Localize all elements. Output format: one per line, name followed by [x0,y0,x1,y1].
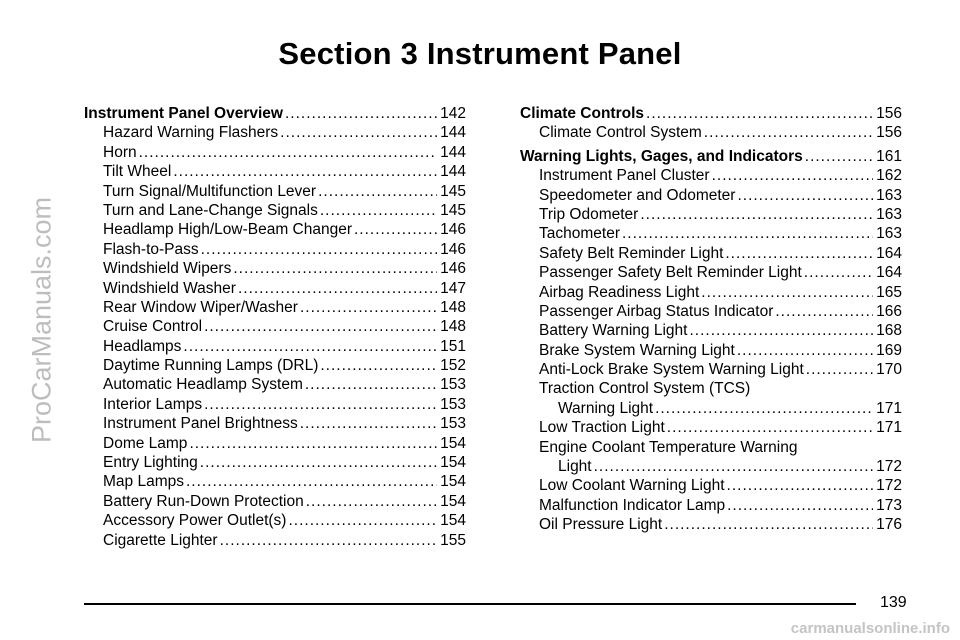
toc-entry-label: Dome Lamp [103,434,188,452]
toc-entry-label: Passenger Airbag Status Indicator [539,302,774,320]
toc-entry-label: Trip Odometer [539,205,639,223]
toc-entry-label: Flash-to-Pass [103,240,199,258]
toc-entry-page: 144 [440,163,466,181]
toc-entry-label: Battery Run-Down Protection [103,492,304,510]
toc-entry-page: 172 [876,477,902,495]
toc-entry-label: Rear Window Wiper/Washer [103,298,298,316]
dot-leader [320,356,437,375]
toc-entry-page: 148 [440,298,466,316]
dot-leader [354,220,437,239]
toc-entry-label: Headlamps [103,337,182,355]
toc-entry-page: 164 [876,244,902,262]
toc-entry-label: Low Traction Light [539,419,665,437]
toc-entry [520,438,902,457]
dot-leader [285,104,437,123]
toc-entry-page: 152 [440,357,466,375]
dot-leader [220,531,438,550]
toc-entry-label: Turn and Lane-Change Signals [103,201,318,219]
toc-entry-label: Daytime Running Lamps (DRL) [103,357,319,375]
toc-entry-page: 154 [440,454,466,472]
dot-leader [646,104,873,123]
dot-leader [233,259,437,278]
toc-entry [520,166,902,185]
toc-entry-page: 169 [876,341,902,359]
toc-entry-page: 154 [440,492,466,510]
toc-entry-page: 156 [876,124,902,142]
toc-entry-page: 161 [876,147,902,165]
toc-entry [84,298,466,317]
toc-entry-label: Warning Lights, Gages, and Indicators [520,147,803,165]
dot-leader [594,457,874,476]
toc-entry [84,201,466,220]
toc-entry-page: 154 [440,473,466,491]
toc-entry-page: 146 [440,221,466,239]
toc-entry [84,143,466,162]
toc-column-left [84,104,466,550]
toc-entry [84,279,466,298]
toc-entry [84,531,466,550]
toc-entry-page: 153 [440,376,466,394]
toc-entry [520,244,902,263]
toc-entry-page: 144 [440,143,466,161]
toc-heading-entry [84,104,466,123]
toc-entry-page: 170 [876,361,902,379]
toc-entry [84,395,466,414]
dot-leader [727,496,873,515]
toc-column-right [520,104,902,535]
toc-entry-page: 156 [876,105,902,122]
dot-leader [704,123,873,142]
dot-leader [664,515,873,534]
toc-entry [520,186,902,205]
dot-leader [689,321,873,340]
toc-entry-page: 155 [440,531,466,549]
toc-entry [84,375,466,394]
toc-entry-page: 171 [876,399,902,417]
toc-entry-label: Accessory Power Outlet(s) [103,512,287,530]
toc-entry [84,511,466,530]
toc-entry-label: Battery Warning Light [539,322,688,340]
toc-entry-page: 153 [440,395,466,413]
dot-leader [139,143,438,162]
dot-leader [238,279,437,298]
toc-entry-label: Hazard Warning Flashers [103,124,279,142]
dot-leader [200,453,437,472]
dot-leader [305,375,437,394]
toc-entry-label: Climate Controls [520,105,645,122]
toc-entry [84,182,466,201]
toc-entry-label: Warning Light [558,399,654,417]
toc-entry [520,302,902,321]
toc-entry-page: 146 [440,260,466,278]
toc-entry-label: Cruise Control [103,318,203,336]
toc-entry [520,496,902,515]
dot-leader [288,511,437,530]
dot-leader [701,283,873,302]
toc-entry-label: Windshield Washer [103,279,236,297]
toc-entry [520,360,902,379]
toc-entry-page: 151 [440,337,466,355]
toc-entry [84,453,466,472]
toc-entry-label: Safety Belt Reminder Light [539,244,724,262]
toc-entry [520,341,902,360]
dot-leader [173,162,437,181]
dot-leader [622,224,873,243]
dot-leader [306,492,437,511]
toc-entry-label: Headlamp High/Low-Beam Changer [103,221,352,239]
dot-leader [300,414,437,433]
toc-entry-page: 168 [876,322,902,340]
toc-entry [84,259,466,278]
dot-leader [300,298,437,317]
toc-entry-label: Traction Control System (TCS) [539,380,751,398]
toc-entry-page: 163 [876,205,902,223]
toc-entry [520,399,902,418]
toc-entry-label: Turn Signal/Multifunction Lever [103,182,317,200]
toc-entry [84,317,466,336]
toc-entry [520,263,902,282]
dot-leader [320,201,437,220]
toc-entry-label: Anti-Lock Brake System Warning Light [539,361,804,379]
dot-leader [186,472,437,491]
toc-entry [84,220,466,239]
toc-entry-label: Light [558,458,592,476]
toc-entry-label: Map Lamps [103,473,184,491]
toc-entry-page: 144 [440,124,466,142]
toc-entry-label: Climate Control System [539,124,702,142]
toc-entry-page: 171 [876,419,902,437]
dot-leader [204,317,437,336]
toc-entry [84,240,466,259]
toc-entry-label: Windshield Wipers [103,260,232,278]
toc-entry-label: Horn [103,143,137,161]
toc-entry [520,476,902,495]
toc-entry-label: Automatic Headlamp System [103,376,303,394]
toc-entry-page: 173 [876,496,902,514]
dot-leader [806,360,873,379]
toc-heading-entry [520,104,902,123]
toc-entry [520,123,902,142]
dot-leader [204,395,437,414]
toc-entry-label: Low Coolant Warning Light [539,477,725,495]
dot-leader [280,123,437,142]
toc-entry-label: Instrument Panel Cluster [539,167,710,185]
dot-leader [201,240,438,259]
toc-entry-label: Airbag Readiness Light [539,283,700,301]
toc-entry [520,379,902,398]
dot-leader [183,337,437,356]
dot-leader [804,263,873,282]
toc-entry-page: 146 [440,240,466,258]
toc-entry-label: Tilt Wheel [103,163,172,181]
dot-leader [805,147,873,166]
toc-entry [520,283,902,302]
toc-entry-page: 165 [876,283,902,301]
footer-rule [84,603,856,605]
toc-entry-page: 164 [876,264,902,282]
toc-entry-label: Brake System Warning Light [539,341,735,359]
toc-entry-label: Instrument Panel Brightness [103,415,298,433]
toc-entry-label: Oil Pressure Light [539,516,663,534]
toc-entry [520,321,902,340]
dot-leader [737,186,873,205]
toc-entry-page: 163 [876,225,902,243]
toc-entry-label: Tachometer [539,225,620,243]
toc-entry [84,356,466,375]
toc-entry [520,418,902,437]
dot-leader [727,476,874,495]
dot-leader [655,399,873,418]
toc-entry [520,205,902,224]
dot-leader [775,302,873,321]
toc-entry-label: Instrument Panel Overview [84,105,283,122]
toc-entry [84,492,466,511]
toc-entry [84,162,466,181]
toc-entry-label: Entry Lighting [103,454,198,472]
toc-entry-label: Interior Lamps [103,395,203,413]
toc-entry-label: Speedometer and Odometer [539,186,736,204]
side-watermark: ProCarManuals.com [26,196,57,444]
dot-leader [189,434,437,453]
toc-entry-label: Passenger Safety Belt Reminder Light [539,264,802,282]
toc-entry [84,414,466,433]
section-title: Section 3 Instrument Panel [278,36,682,71]
toc-entry [520,457,902,476]
page-number: 139 [880,594,907,611]
toc-entry [84,337,466,356]
dot-leader [737,341,873,360]
toc-heading-entry [520,147,902,166]
toc-entry [520,515,902,534]
dot-leader [667,418,873,437]
toc-entry-page: 176 [876,516,902,534]
toc-entry [84,434,466,453]
toc-entry [520,224,902,243]
toc-entry-page: 142 [440,105,466,122]
toc-entry-page: 147 [440,279,466,297]
toc-entry-page: 145 [440,182,466,200]
toc-entry [84,123,466,142]
dot-leader [725,244,873,263]
toc-entry-label: Malfunction Indicator Lamp [539,496,726,514]
toc-entry-page: 153 [440,415,466,433]
toc-entry-label: Cigarette Lighter [103,531,218,549]
dot-leader [640,205,873,224]
toc-entry-page: 154 [440,512,466,530]
bottom-watermark: carmanualsonline.info [790,620,950,637]
dot-leader [318,182,437,201]
toc-entry [84,472,466,491]
toc-entry-page: 172 [876,458,902,476]
toc-entry-page: 148 [440,318,466,336]
toc-entry-page: 166 [876,302,902,320]
toc-entry-page: 145 [440,201,466,219]
toc-entry-page: 154 [440,434,466,452]
toc-entry-page: 163 [876,186,902,204]
dot-leader [712,166,874,185]
toc-entry-page: 162 [876,167,902,185]
toc-entry-label: Engine Coolant Temperature Warning [539,438,798,456]
